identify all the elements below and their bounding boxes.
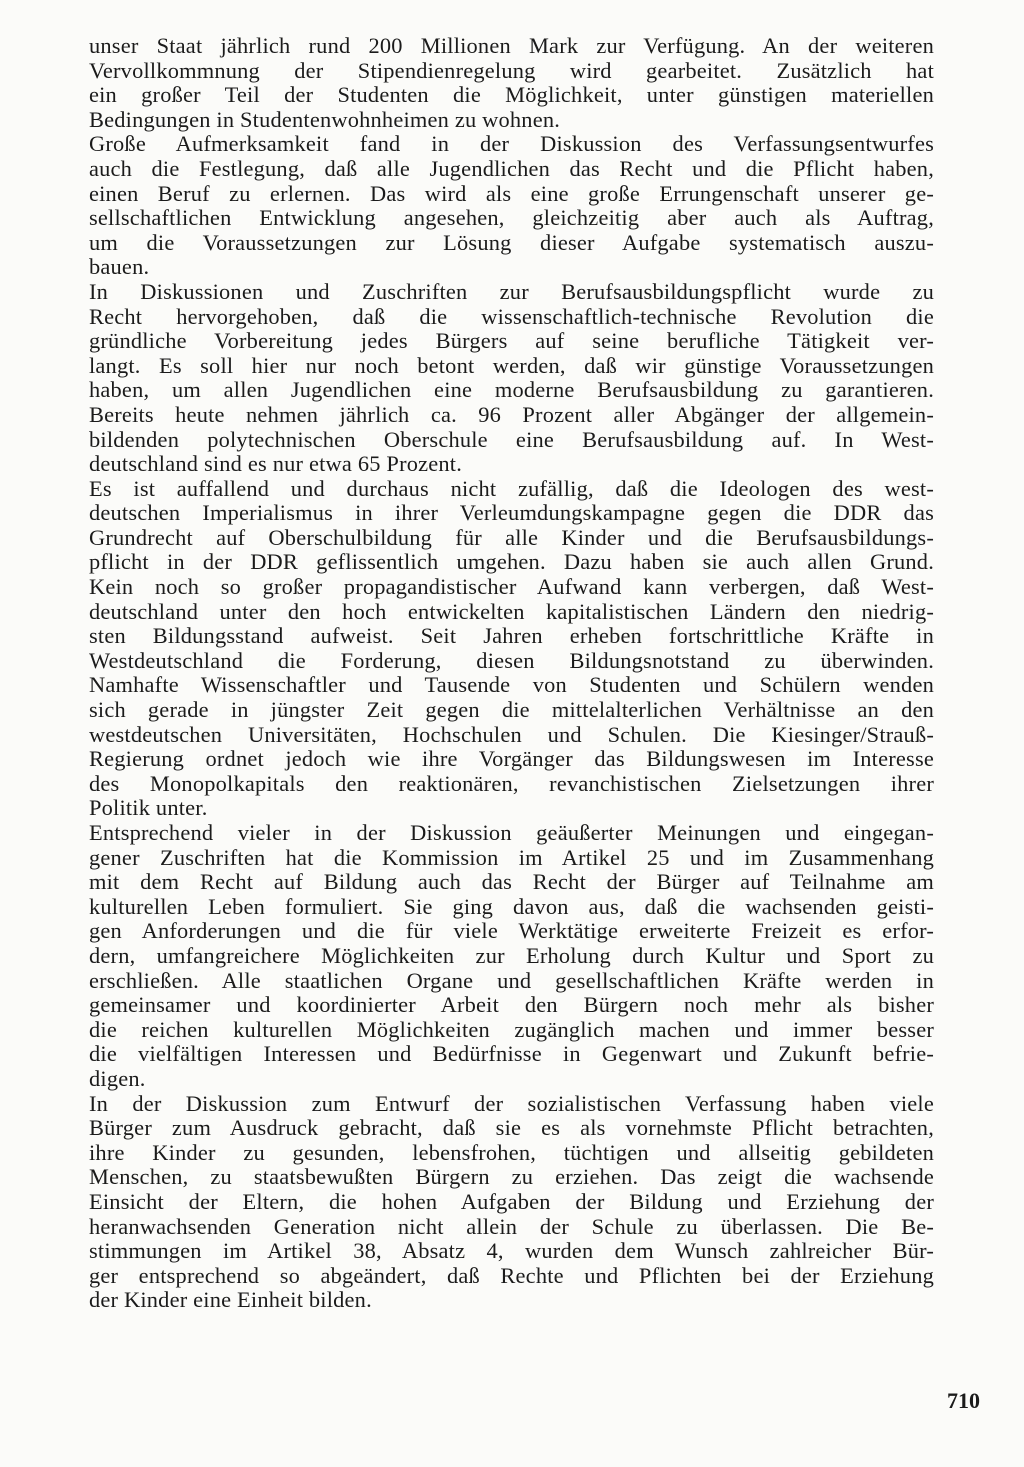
paragraph	[89, 1092, 934, 1313]
paragraph	[89, 821, 934, 1092]
text-line: ein großer Teil der Studenten die Möglichkeit, unter günstigen materiellen	[89, 83, 934, 108]
text-line: Westdeutschland die Forderung, diesen Bildungsnotstand zu überwinden.	[89, 648, 934, 673]
text-line: erschließen. Alle staatlichen Organe und gesellschaftlichen Kräfte werden in	[89, 968, 934, 993]
text-line: Grundrecht auf Oberschulbildung für alle Kinder und die Berufsausbildungs-	[89, 525, 934, 550]
text-line: Vervollkommnung der Stipendienregelung wird gearbeitet. Zusätzlich hat	[89, 58, 934, 83]
text-line: Große Aufmerksamkeit fand in der Diskussion des Verfassungsentwurfes	[89, 132, 934, 157]
text-line: ger entsprechend so abgeändert, daß Rechte und Pflichten bei der Erziehung	[89, 1263, 934, 1288]
body-text	[89, 34, 934, 1313]
text-line: Bürger zum Ausdruck gebracht, daß sie es als vornehmste Pflicht betrachten,	[89, 1116, 934, 1141]
text-line: ihre Kinder zu gesunden, lebensfrohen, tüchtigen und allseitig gebildeten	[89, 1140, 934, 1165]
text-line: gemeinsamer und koordinierter Arbeit den Bürgern noch mehr als bisher	[89, 993, 934, 1018]
text-line: bauen.	[89, 255, 150, 280]
text-line: auch die Festlegung, daß alle Jugendlichen das Recht und die Pflicht haben,	[89, 156, 934, 181]
paragraph	[89, 34, 934, 132]
text-line: sich gerade in jüngster Zeit gegen die mittelalterlichen Verhältnisse an den	[89, 698, 934, 723]
text-line: Regierung ordnet jedoch wie ihre Vorgänger das Bildungswesen im Interesse	[89, 747, 934, 772]
text-line: gener Zuschriften hat die Kommission im Artikel 25 und im Zusammenhang	[89, 845, 934, 870]
text-line: Politik unter.	[89, 796, 208, 821]
text-line: Es ist auffallend und durchaus nicht zufällig, daß die Ideologen des west-	[89, 476, 934, 501]
text-line: pflicht in der DDR geflissentlich umgehen. Dazu haben sie auch allen Grund.	[89, 550, 934, 575]
text-line: der Kinder eine Einheit bilden.	[89, 1288, 372, 1313]
text-line: Einsicht der Eltern, die hohen Aufgaben der Bildung und Erziehung der	[89, 1189, 934, 1214]
text-line: dern, umfangreichere Möglichkeiten zur Erholung durch Kultur und Sport zu	[89, 943, 934, 968]
text-line: In Diskussionen und Zuschriften zur Berufsausbildungspflicht wurde zu	[89, 279, 934, 304]
text-line: kulturellen Leben formuliert. Sie ging davon aus, daß die wachsenden geisti-	[89, 894, 934, 919]
text-line: stimmungen im Artikel 38, Absatz 4, wurden dem Wunsch zahlreicher Bür-	[89, 1239, 934, 1264]
text-line: westdeutschen Universitäten, Hochschulen und Schulen. Die Kiesinger/Strauß-	[89, 722, 934, 747]
text-line: des Monopolkapitals den reaktionären, revanchistischen Zielsetzungen ihrer	[89, 771, 934, 796]
text-line: digen.	[89, 1066, 146, 1091]
paragraph	[89, 132, 934, 280]
text-line: unser Staat jährlich rund 200 Millionen Mark zur Verfügung. An der weiteren	[89, 34, 934, 58]
text-line: haben, um allen Jugendlichen eine moderne Berufsausbildung zu garantieren.	[89, 378, 934, 403]
text-line: sten Bildungsstand aufweist. Seit Jahren erheben fortschrittliche Kräfte in	[89, 624, 934, 649]
text-line: In der Diskussion zum Entwurf der sozialistischen Verfassung haben viele	[89, 1091, 934, 1116]
text-line: gen Anforderungen und die für viele Werktätige erweiterte Freizeit es erfor-	[89, 919, 934, 944]
text-line: Bereits heute nehmen jährlich ca. 96 Prozent aller Abgänger der allgemein-	[89, 402, 934, 427]
text-line: um die Voraussetzungen zur Lösung dieser Aufgabe systematisch auszu-	[89, 230, 934, 255]
page-number: 710	[947, 1388, 980, 1413]
text-line: Entsprechend vieler in der Diskussion geäußerter Meinungen und eingegan-	[89, 821, 934, 845]
text-line: deutschen Imperialismus in ihrer Verleumdungskampagne gegen die DDR das	[89, 501, 934, 526]
text-line: gründliche Vorbereitung jedes Bürgers auf seine berufliche Tätigkeit ver-	[89, 329, 934, 354]
text-line: Namhafte Wissenschaftler und Tausende von Studenten und Schülern wenden	[89, 673, 934, 698]
text-line: langt. Es soll hier nur noch betont werden, daß wir günstige Voraussetzungen	[89, 353, 934, 378]
text-line: Bedingungen in Studentenwohnheimen zu wohnen.	[89, 107, 561, 132]
text-line: die vielfältigen Interessen und Bedürfnisse in Gegenwart und Zukunft befrie-	[89, 1042, 934, 1067]
text-line: die reichen kulturellen Möglichkeiten zugänglich machen und immer besser	[89, 1017, 934, 1042]
paragraph	[89, 280, 934, 477]
text-line: Kein noch so großer propagandistischer Aufwand kann verbergen, daß West-	[89, 575, 934, 600]
text-line: einen Beruf zu erlernen. Das wird als eine große Errungenschaft unserer ge-	[89, 181, 934, 206]
text-line: heranwachsenden Generation nicht allein der Schule zu überlassen. Die Be-	[89, 1214, 934, 1239]
text-line: deutschland unter den hoch entwickelten kapitalistischen Ländern den niedrig-	[89, 599, 934, 624]
text-line: Recht hervorgehoben, daß die wissenschaftlich-technische Revolution die	[89, 304, 934, 329]
text-line: sellschaftlichen Entwicklung angesehen, gleichzeitig aber auch als Auftrag,	[89, 206, 934, 231]
text-line: bildenden polytechnischen Oberschule eine Berufsausbildung auf. In West-	[89, 427, 934, 452]
text-line: Menschen, zu staatsbewußten Bürgern zu erziehen. Das zeigt die wachsende	[89, 1165, 934, 1190]
text-line: mit dem Recht auf Bildung auch das Recht der Bürger auf Teilnahme am	[89, 870, 934, 895]
text-line: deutschland sind es nur etwa 65 Prozent.	[89, 452, 463, 477]
paragraph	[89, 477, 934, 821]
